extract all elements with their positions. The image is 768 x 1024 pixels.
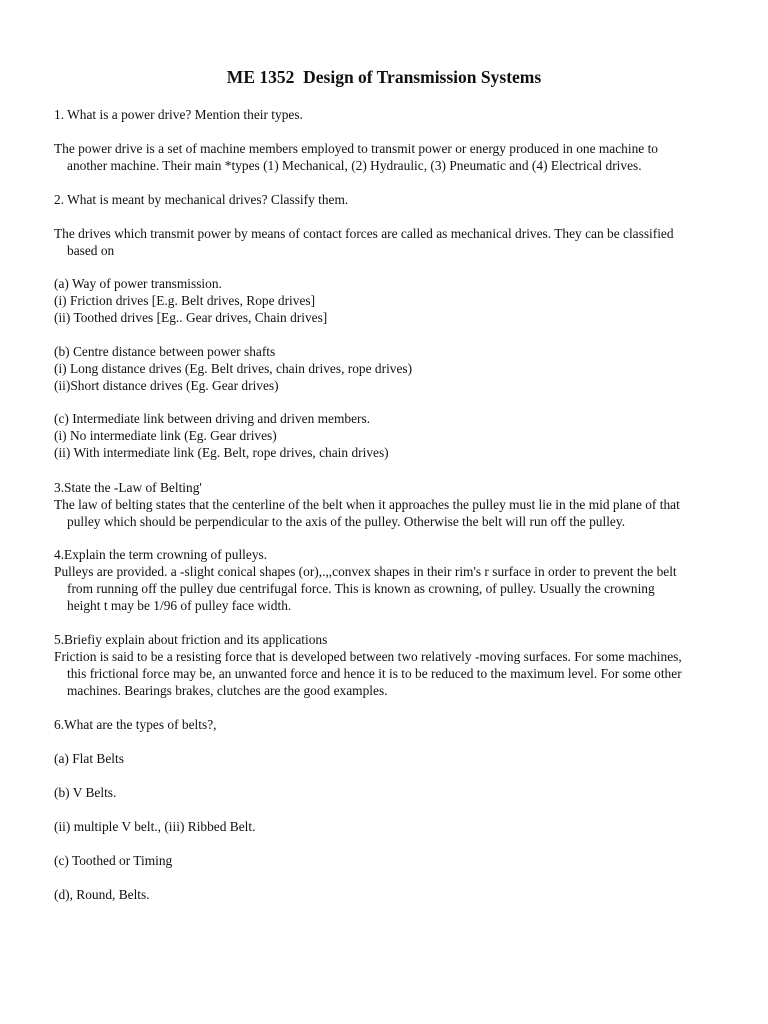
- belt-type-2: (b) V Belts.: [54, 785, 117, 800]
- question-2: 2. What is meant by mechanical drives? Classify them.: [54, 192, 349, 207]
- group-b-item-1: (i) Long distance drives (Eg. Belt drives, chain drives, rope drives): [54, 361, 413, 376]
- question-3: 3.State the -Law of Belting': [54, 480, 202, 495]
- document-title: ME 1352 Design of Transmission Systems: [226, 67, 542, 87]
- question-1: 1. What is a power drive? Mention their types.: [54, 107, 303, 122]
- belt-type-5: (d), Round, Belts.: [54, 887, 150, 902]
- group-b-item-2: (ii)Short distance drives (Eg. Gear drives): [54, 378, 279, 393]
- answer-4-line-1: Pulleys are provided. a -slight conical shapes (or),.,,convex shapes in their rim's r surface in order to prevent the belt: [54, 564, 677, 579]
- answer-3-line-1: The law of belting states that the centerline of the belt when it approaches the pulley must lie in the mid plane of that: [54, 497, 680, 512]
- answer-5-line-3: machines. Bearings brakes, clutches are the good examples.: [67, 683, 388, 698]
- question-5: 5.Briefiy explain about friction and its applications: [54, 632, 328, 647]
- group-a-item-2: (ii) Toothed drives [Eg.. Gear drives, Chain drives]: [54, 310, 328, 325]
- section-3: [54, 479, 714, 530]
- group-c-item-1: (i) No intermediate link (Eg. Gear drives): [54, 428, 277, 443]
- belt-type-3: (ii) multiple V belt., (iii) Ribbed Belt.: [54, 819, 256, 834]
- group-c-item-2: (ii) With intermediate link (Eg. Belt, rope drives, chain drives): [54, 445, 389, 460]
- group-a-item-1: (i) Friction drives [E.g. Belt drives, Rope drives]: [54, 293, 316, 308]
- question-6: 6.What are the types of belts?,: [54, 717, 217, 732]
- classification-group-b: [54, 343, 714, 394]
- answer-1-line-2: another machine. Their main *types (1) Mechanical, (2) Hydraulic, (3) Pneumatic and (4) Electrical drives.: [67, 158, 642, 173]
- belt-type-4: (c) Toothed or Timing: [54, 853, 173, 868]
- section-5: [54, 631, 714, 699]
- group-c-heading: (c) Intermediate link between driving and driven members.: [54, 411, 371, 426]
- classification-group-c: [54, 410, 714, 461]
- answer-4-line-3: height t may be 1/96 of pulley face width.: [67, 598, 292, 613]
- group-a-heading: (a) Way of power transmission.: [54, 276, 222, 291]
- answer-1-line-1: The power drive is a set of machine members employed to transmit power or energy produced in one machine to: [54, 141, 659, 156]
- answer-5-line-2: this frictional force may be, an unwanted force and hence it is to be reduced to the maximum level. For some other: [67, 666, 682, 681]
- classification-group-a: [54, 275, 714, 326]
- answer-2-line-1: The drives which transmit power by means of contact forces are called as mechanical drives. They can be classified: [54, 226, 674, 241]
- answer-5-line-1: Friction is said to be a resisting force that is developed between two relatively -moving surfaces. For some machines,: [54, 649, 682, 664]
- question-4: 4.Explain the term crowning of pulleys.: [54, 547, 268, 562]
- group-b-heading: (b) Centre distance between power shafts: [54, 344, 276, 359]
- belt-type-1: (a) Flat Belts: [54, 751, 124, 766]
- answer-4-line-2: from running off the pulley due centrifugal force. This is known as crowning, of pulley. Usually the crowning: [67, 581, 655, 596]
- answer-2: [54, 225, 714, 259]
- answer-3-line-2: pulley which should be perpendicular to the axis of the pulley. Otherwise the belt will run off the pulley.: [67, 514, 626, 529]
- section-4: [54, 546, 714, 614]
- answer-1: [54, 140, 714, 174]
- answer-2-line-2: based on: [67, 243, 115, 258]
